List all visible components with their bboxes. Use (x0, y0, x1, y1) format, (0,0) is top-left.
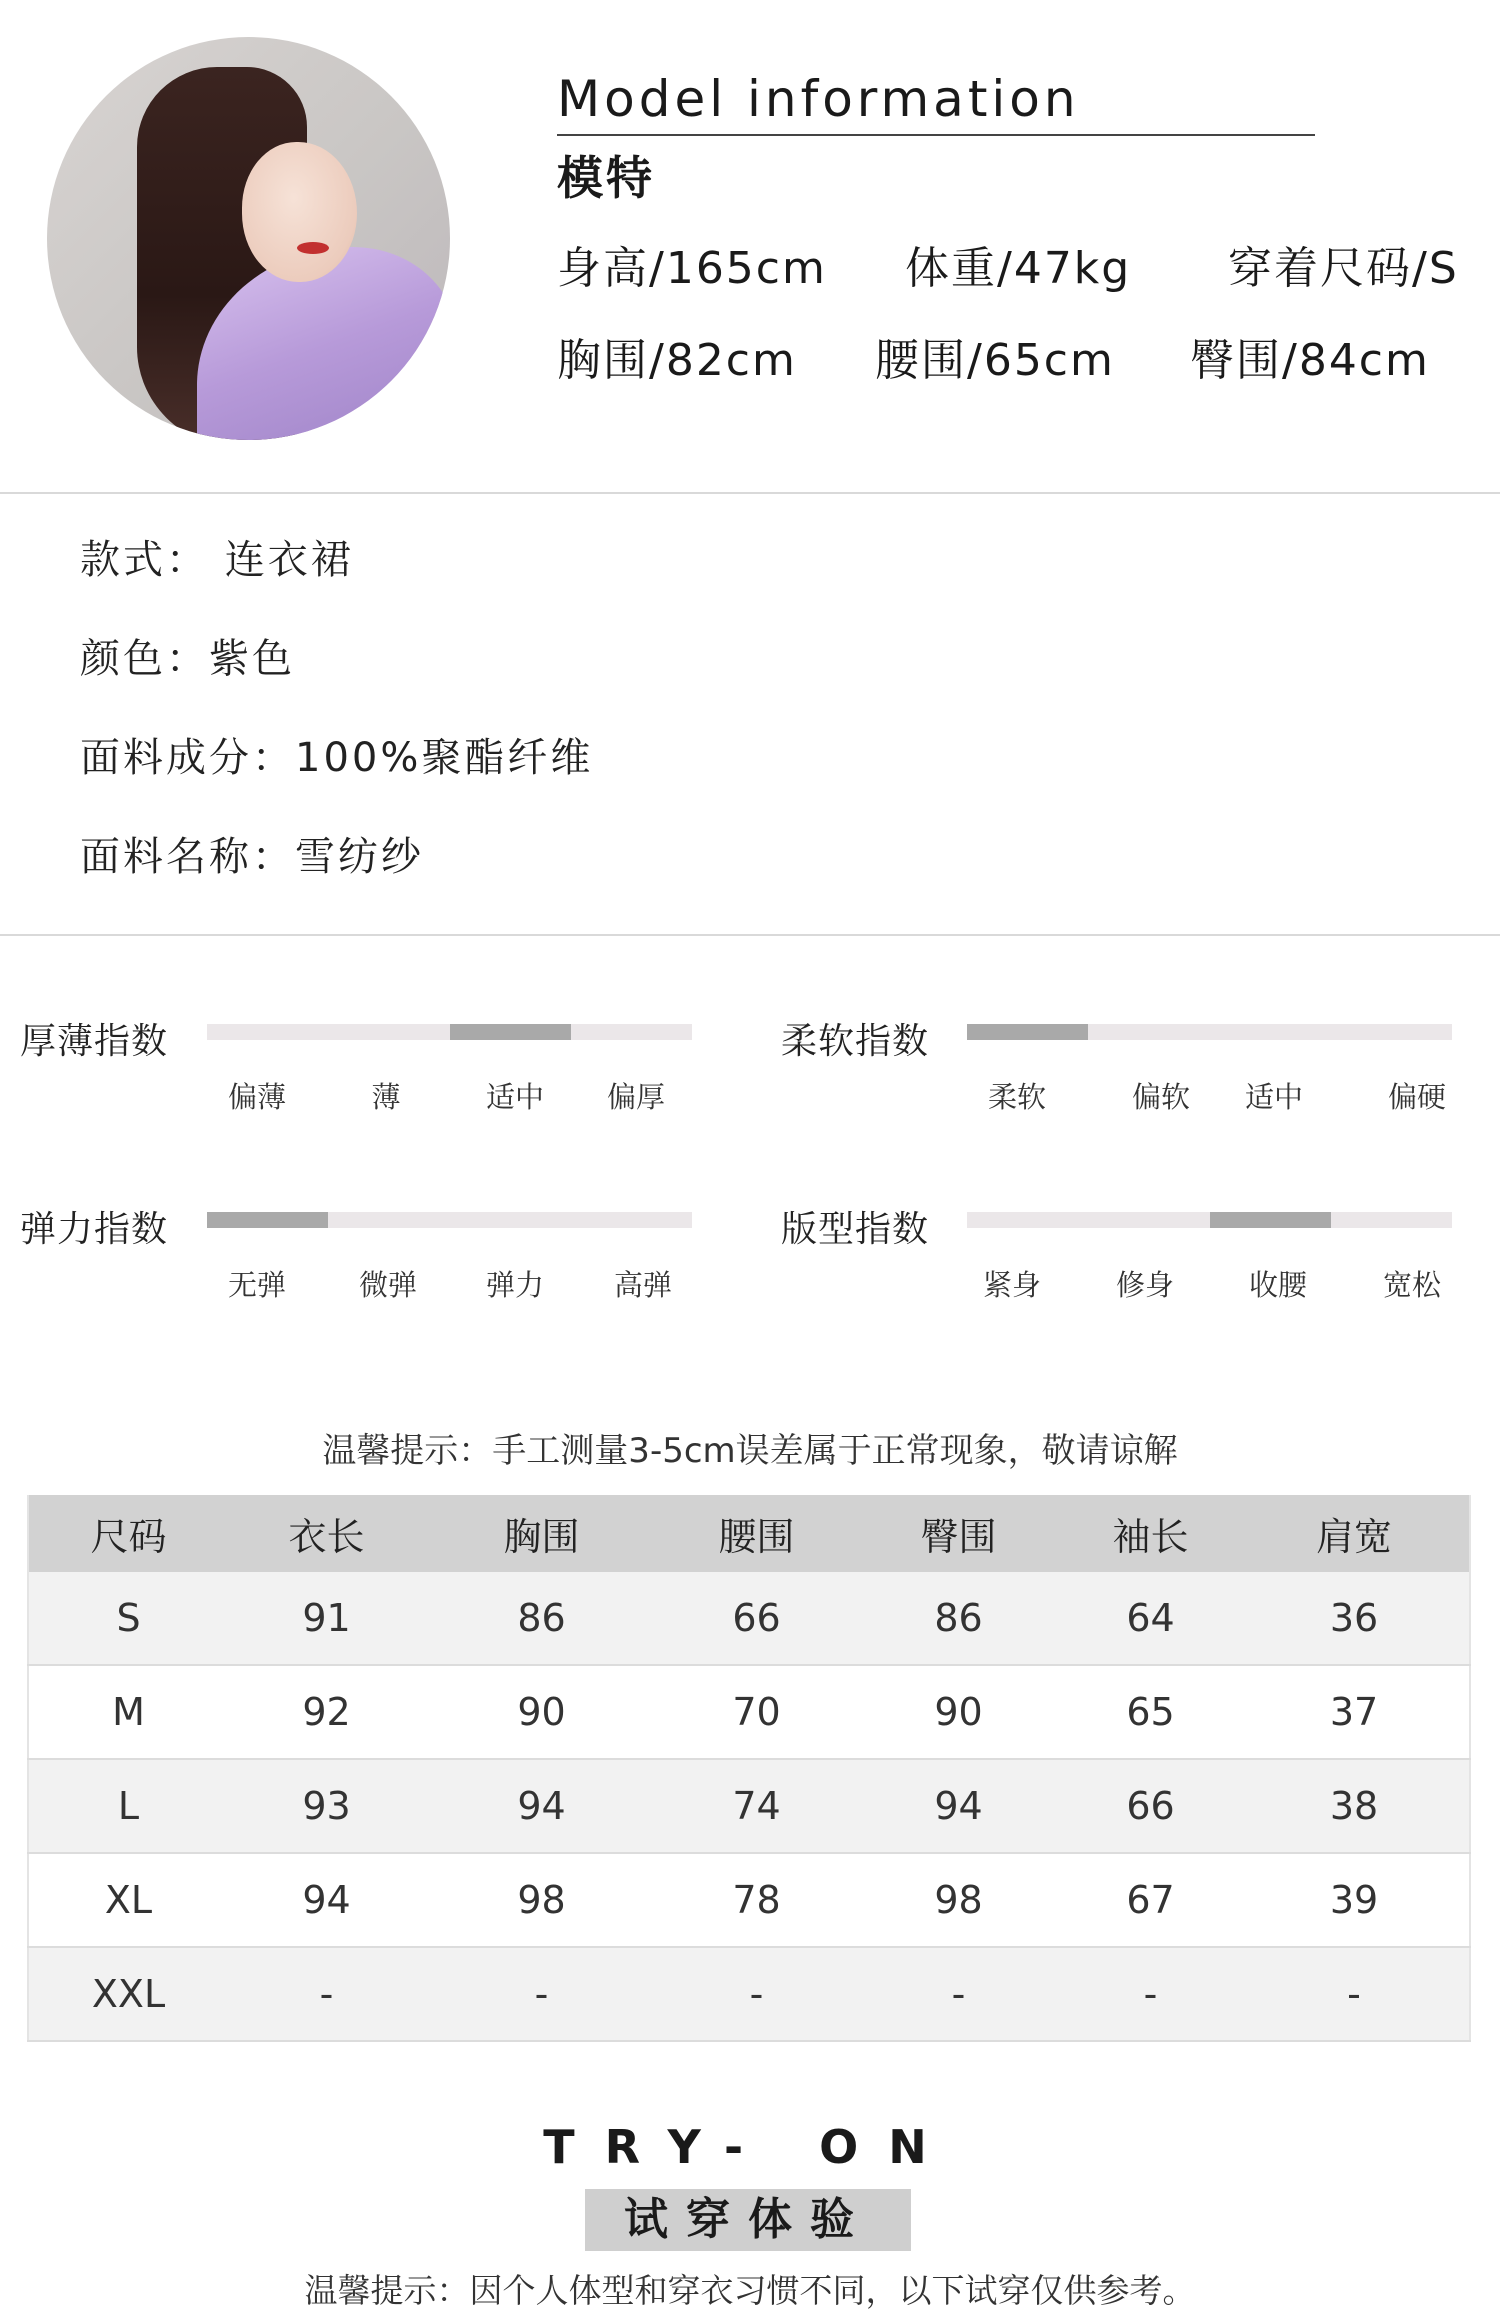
fit-option: 收腰 (1248, 1268, 1308, 1302)
model-info-title-cn: 模特 (557, 151, 655, 205)
table-cell: 67 (1062, 1853, 1239, 1947)
column-header: 臀围 (855, 1495, 1062, 1572)
tryon-title-cn: 试穿体验 (624, 2194, 872, 2245)
softness-option: 偏软 (1131, 1080, 1191, 1114)
thickness-option: 适中 (485, 1080, 545, 1114)
elasticity-option: 微弹 (358, 1268, 418, 1302)
table-cell: 66 (658, 1572, 855, 1665)
table-cell: 37 (1239, 1665, 1470, 1759)
tryon-tip: 温馨提示：因个人体型和穿衣习惯不同，以下试穿仅供参考。 (304, 2271, 1196, 2310)
section-divider (0, 934, 1500, 936)
table-cell: 86 (855, 1572, 1062, 1665)
table-cell: S (28, 1572, 228, 1665)
elasticity-option: 高弹 (613, 1268, 673, 1302)
table-cell: 91 (228, 1572, 425, 1665)
table-cell: 78 (658, 1853, 855, 1947)
table-cell: - (658, 1947, 855, 2041)
softness-index-level (967, 1024, 1088, 1040)
table-cell: 98 (425, 1853, 658, 1947)
title-divider (557, 134, 1315, 136)
product-fabric: 面料名称：雪纺纱 (80, 834, 424, 880)
thickness-option: 薄 (371, 1080, 401, 1114)
table-cell: 36 (1239, 1572, 1470, 1665)
table-cell: XXL (28, 1947, 228, 2041)
table-cell: 38 (1239, 1759, 1470, 1853)
product-composition: 面料成分：100%聚酯纤维 (80, 735, 594, 781)
model-weight: 体重/47kg (905, 243, 1132, 294)
column-header: 腰围 (658, 1495, 855, 1572)
fit-option: 修身 (1115, 1268, 1175, 1302)
table-cell: 64 (1062, 1572, 1239, 1665)
table-cell: M (28, 1665, 228, 1759)
table-cell: 66 (1062, 1759, 1239, 1853)
table-row (28, 1665, 1470, 1759)
table-cell: - (1062, 1947, 1239, 2041)
table-row (28, 1572, 1470, 1665)
softness-option: 适中 (1244, 1080, 1304, 1114)
table-cell: 39 (1239, 1853, 1470, 1947)
softness-index-bar (967, 1024, 1452, 1040)
fit-index-title: 版型指数 (781, 1209, 930, 1250)
tryon-title: TRY- ON (543, 2120, 957, 2174)
table-cell: - (425, 1947, 658, 2041)
table-cell: 86 (425, 1572, 658, 1665)
size-table (27, 1495, 1471, 2042)
model-info-title: Model information (557, 70, 1080, 128)
measurement-tip: 温馨提示：手工测量3-5cm误差属于正常现象，敬请谅解 (322, 1431, 1178, 1471)
table-cell: 70 (658, 1665, 855, 1759)
table-cell: 65 (1062, 1665, 1239, 1759)
product-style: 款式： 连衣裙 (80, 537, 354, 583)
softness-index-title: 柔软指数 (781, 1021, 930, 1062)
fit-option: 宽松 (1382, 1268, 1442, 1302)
thickness-option: 偏厚 (606, 1080, 666, 1114)
fit-index-bar (967, 1212, 1452, 1228)
thickness-index-level (450, 1024, 571, 1040)
model-hip: 臀围/84cm (1190, 335, 1430, 386)
table-cell: XL (28, 1853, 228, 1947)
softness-option: 柔软 (987, 1080, 1047, 1114)
fit-index-level (1210, 1212, 1331, 1228)
elasticity-index-level (207, 1212, 328, 1228)
section-divider (0, 492, 1500, 494)
column-header: 尺码 (28, 1495, 228, 1572)
table-cell: 74 (658, 1759, 855, 1853)
table-header-row (28, 1495, 1470, 1572)
column-header: 袖长 (1062, 1495, 1239, 1572)
table-row (28, 1947, 1470, 2041)
product-color: 颜色：紫色 (80, 636, 295, 682)
fit-option: 紧身 (982, 1268, 1042, 1302)
table-cell: - (855, 1947, 1062, 2041)
model-photo (47, 37, 450, 440)
elasticity-option: 弹力 (485, 1268, 545, 1302)
table-cell: 93 (228, 1759, 425, 1853)
model-size: 穿着尺码/S (1228, 243, 1459, 294)
model-height: 身高/165cm (557, 243, 827, 294)
table-row (28, 1853, 1470, 1947)
table-cell: L (28, 1759, 228, 1853)
table-cell: 98 (855, 1853, 1062, 1947)
elasticity-index-bar (207, 1212, 692, 1228)
table-cell: - (1239, 1947, 1470, 2041)
table-row (28, 1759, 1470, 1853)
thickness-index-title: 厚薄指数 (20, 1021, 169, 1062)
model-bust: 胸围/82cm (557, 335, 797, 386)
model-waist: 腰围/65cm (875, 335, 1115, 386)
elasticity-index-title: 弹力指数 (20, 1209, 169, 1250)
elasticity-option: 无弹 (227, 1268, 287, 1302)
softness-option: 偏硬 (1387, 1080, 1447, 1114)
table-cell: 90 (855, 1665, 1062, 1759)
thickness-index-bar (207, 1024, 692, 1040)
table-cell: - (228, 1947, 425, 2041)
column-header: 胸围 (425, 1495, 658, 1572)
column-header: 肩宽 (1239, 1495, 1470, 1572)
table-cell: 94 (425, 1759, 658, 1853)
column-header: 衣长 (228, 1495, 425, 1572)
table-cell: 92 (228, 1665, 425, 1759)
table-cell: 90 (425, 1665, 658, 1759)
table-cell: 94 (228, 1853, 425, 1947)
table-cell: 94 (855, 1759, 1062, 1853)
thickness-option: 偏薄 (227, 1080, 287, 1114)
